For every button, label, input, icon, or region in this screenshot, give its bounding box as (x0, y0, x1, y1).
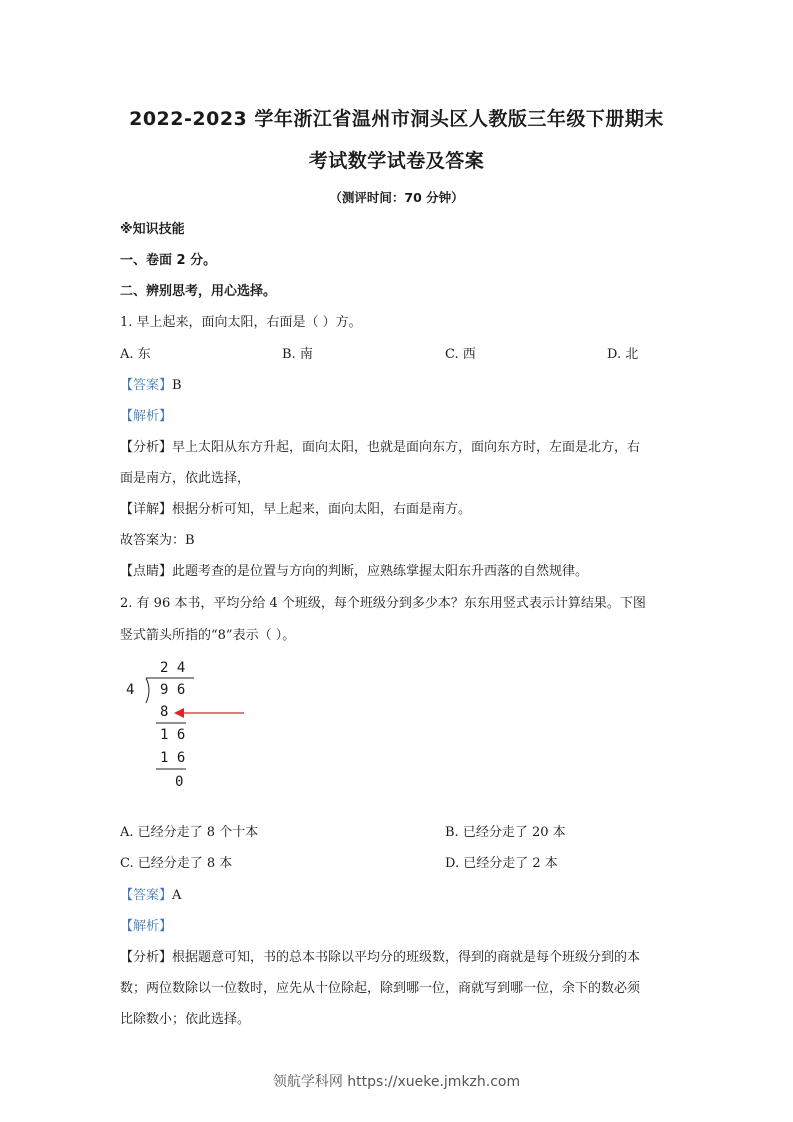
q2-answer (120, 884, 181, 903)
q2-option-c: C. 已经分走了 8 本 (120, 856, 233, 871)
q1-answer (120, 374, 182, 393)
q2-fenxi-text: 根据题意可知，书的总本书除以平均分的班级数，得到的商就是每个班级分到的本 (172, 950, 641, 965)
q2-option-b: B. 已经分走了 20 本 (445, 825, 566, 840)
q1-stem: 1. 早上起来，面向太阳，右面是（ ）方。 (120, 315, 362, 330)
footer-watermark: 领航学科网 https://xueke.jmkzh.com (272, 1074, 521, 1090)
answer-tag: 【答案】 (120, 378, 173, 393)
division-step-16a: 1 6 (160, 727, 186, 743)
division-step-8: 8 (160, 704, 169, 720)
division-divisor: 4 (126, 682, 135, 698)
q1-option-a: A. 东 (120, 347, 151, 362)
q1-final-answer: 故答案为：B (120, 533, 195, 548)
q2-option-a: A. 已经分走了 8 个十本 (120, 825, 259, 840)
xiangjie-tag: 【详解】 (120, 502, 173, 517)
q1-xiangjie (120, 498, 471, 517)
q1-fenxi-line-2: 面是南方，依此选择， (120, 471, 251, 486)
red-arrow-icon (172, 705, 246, 721)
q1-dianjing (120, 560, 588, 579)
division-quotient: 2 4 (160, 660, 186, 676)
q1-fenxi-line-1 (120, 436, 640, 455)
section-two-heading: 二、辨别思考，用心选择。 (120, 284, 277, 299)
document-title-line-1: 2022-2023 学年浙江省温州市洞头区人教版三年级下册期末 (129, 108, 664, 130)
q2-answer-value: A (172, 888, 182, 903)
answer-tag: 【答案】 (120, 888, 173, 903)
q1-option-d: D. 北 (607, 347, 639, 362)
q1-option-c: C. 西 (445, 347, 476, 362)
division-remainder: 0 (175, 774, 184, 790)
q1-fenxi-text: 早上太阳从东方升起，面向太阳，也就是面向东方，面向东方时，左面是北方，右 (172, 440, 641, 455)
division-step-16b: 1 6 (160, 750, 186, 766)
q1-dianjing-text: 此题考查的是位置与方向的判断，应熟练掌握太阳东升西落的自然规律。 (172, 564, 589, 579)
dianjing-tag: 【点睛】 (120, 564, 173, 579)
q2-fenxi-line-1 (120, 946, 640, 965)
q2-stem-line-1: 2. 有 96 本书，平均分给 4 个班级，每个班级分到多少本？东东用竖式表示计算结果。下图 (120, 596, 646, 611)
division-underline-2 (156, 768, 192, 772)
section-knowledge: ※知识技能 (120, 222, 185, 237)
fenxi-tag: 【分析】 (120, 440, 173, 455)
q1-answer-value: B (172, 378, 182, 393)
q2-stem-line-2: 竖式箭头所指的“8”表示（ ）。 (120, 628, 296, 643)
q2-option-d: D. 已经分走了 2 本 (445, 856, 558, 871)
division-dividend: 9 6 (160, 682, 186, 698)
division-underline-1 (156, 722, 192, 726)
q2-analysis-tag: 【解析】 (120, 919, 173, 934)
q1-xiangjie-text: 根据分析可知，早上起来，面向太阳，右面是南方。 (172, 502, 472, 517)
q1-analysis-tag: 【解析】 (120, 409, 173, 424)
q2-fenxi-line-3: 比除数小；依此选择。 (120, 1012, 251, 1027)
document-title-line-2: 考试数学试卷及答案 (308, 150, 485, 172)
section-one-heading: 一、卷面 2 分。 (120, 253, 217, 268)
q2-fenxi-line-2: 数；两位数除以一位数时，应先从十位除起，除到哪一位，商就写到哪一位，余下的数必须 (120, 981, 641, 996)
test-duration: （测评时间：70 分钟） (329, 190, 464, 205)
fenxi-tag: 【分析】 (120, 950, 173, 965)
q1-option-b: B. 南 (282, 347, 313, 362)
